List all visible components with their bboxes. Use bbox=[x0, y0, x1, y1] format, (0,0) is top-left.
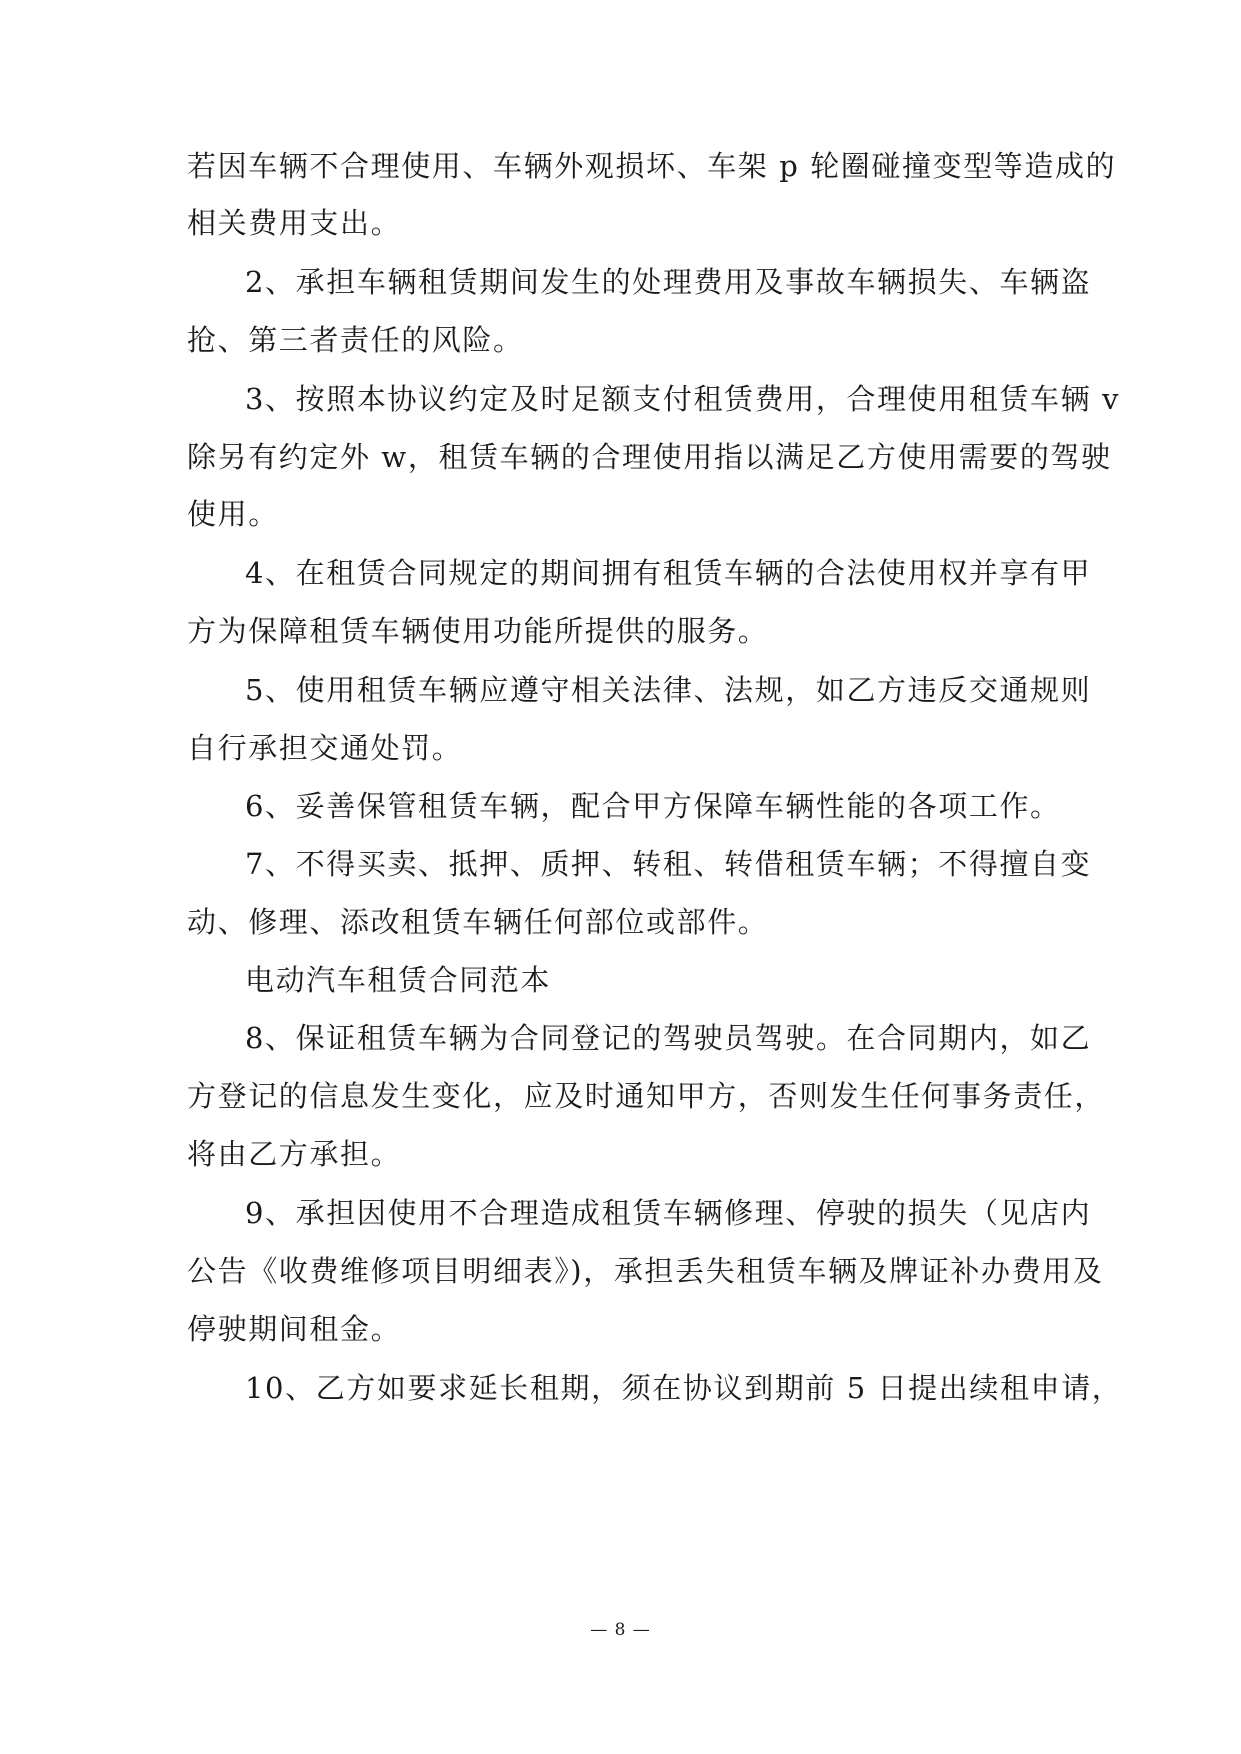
text-line-1: 若因车辆不合理使用、车辆外观损坏、车架 p 轮圈碰撞变型等造成的 bbox=[187, 149, 1117, 183]
clause-7-line-1: 7、不得买卖、抵押、质押、转租、转借租赁车辆；不得擅自变 bbox=[245, 847, 1092, 881]
clause-9-line-2: 公告《收费维修项目明细表》)，承担丢失租赁车辆及牌证补办费用及 bbox=[187, 1254, 1104, 1288]
page-number: — 8 — bbox=[590, 1620, 651, 1640]
clause-4-line-1: 4、在租赁合同规定的期间拥有租赁车辆的合法使用权并享有甲 bbox=[245, 556, 1092, 590]
clause-3-line-2: 除另有约定外 w，租赁车辆的合理使用指以满足乙方使用需要的驾驶 bbox=[187, 440, 1112, 474]
clause-8-line-2: 方登记的信息发生变化，应及时通知甲方，否则发生任何事务责任， bbox=[187, 1079, 1106, 1113]
clause-4-line-2: 方为保障租赁车辆使用功能所提供的服务。 bbox=[187, 614, 769, 648]
clause-5-line-2: 自行承担交通处罚。 bbox=[187, 731, 463, 765]
clause-9-line-1: 9、承担因使用不合理造成租赁车辆修理、停驶的损失（见店内 bbox=[245, 1196, 1092, 1230]
clause-3-line-1: 3、按照本协议约定及时足额支付租赁费用，合理使用租赁车辆 v bbox=[245, 382, 1121, 416]
clause-6-line-1: 6、妥善保管租赁车辆，配合甲方保障车辆性能的各项工作。 bbox=[245, 789, 1061, 823]
clause-2-line-1: 2、承担车辆租赁期间发生的处理费用及事故车辆损失、车辆盗 bbox=[245, 265, 1092, 299]
clause-10-line-1: 10、乙方如要求延长租期，须在协议到期前 5 日提出续租申请， bbox=[245, 1371, 1123, 1405]
clause-9-line-3: 停驶期间租金。 bbox=[187, 1312, 402, 1346]
clause-8-line-3: 将由乙方承担。 bbox=[187, 1137, 402, 1171]
clause-5-line-1: 5、使用租赁车辆应遵守相关法律、法规，如乙方违反交通规则 bbox=[245, 673, 1092, 707]
clause-7-line-2: 动、修理、添改租赁车辆任何部位或部件。 bbox=[187, 905, 769, 939]
text-line-2: 相关费用支出。 bbox=[187, 206, 402, 240]
clause-8-line-1: 8、保证租赁车辆为合同登记的驾驶员驾驶。在合同期内，如乙 bbox=[245, 1021, 1092, 1055]
clause-3-line-3: 使用。 bbox=[187, 497, 279, 531]
clause-2-line-2: 抢、第三者责任的风险。 bbox=[187, 323, 524, 357]
document-heading: 电动汽车租赁合同范本 bbox=[245, 963, 552, 997]
